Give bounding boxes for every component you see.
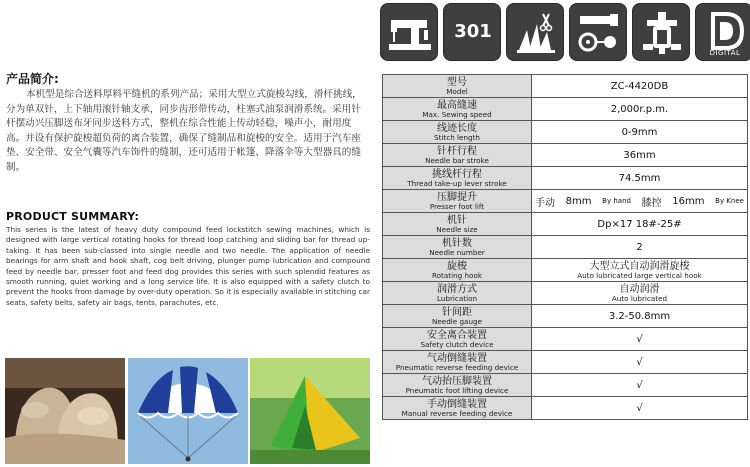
table-row [383,167,748,190]
stitch-type-icon [443,3,501,61]
speed-value: 2,000r.p.m. [532,98,748,121]
en-heading: PRODUCT SUMMARY: [6,210,140,223]
needle-number-value: 2 [532,236,748,259]
digital-icon [695,3,750,61]
gauge-value: 3.2-50.8mm [532,305,748,328]
needle-size-label: 机针 Needle size [383,213,532,236]
lubrication-icon [632,3,690,61]
safety-label: 安全离合装置 Safety clutch device [383,328,532,351]
table-row [383,144,748,167]
en-body: This series is the latest of heavy duty compound feed lockstitch sewing machines, which is designed with large vertical rotating hooks for thread loop catching and sliding bar for thread up-taking. It has been sub-classed into single needle and two needle. The application of needle bearings for arm shaft and hook shaft, cog belt driving, plunger pump lubrication and compound feed by needle bar, presser foot and feed dog provides this series with such splendid features as smooth running, quiet working and a long service life. It is also equipped with a safety clutch to prevent the hooks from damage by over-duty operation. So it is especially available in stitching car seats, safety belts, safety air bags, tents, parachutes, etc. [6,225,370,307]
hand-en: By hand [602,197,631,205]
hook-label: 旋梭 Rotating hook [383,259,532,282]
thread-trimmer-icon [506,3,564,61]
cn-body: 本机型是综合送料厚料平缝机的系列产品；采用大型立式旋梭勾线，滑杆挑线，分为单双针，上下轴用滚针轴支承，同步齿形带传动，柱塞式油泵润滑系统。采用针杆摆动兴压脚送布牙同步送料方式，整机在综合性能上传动轻稳，噪声小，耐用度高。并设有保护旋梭超负荷的离合装置，确保了缝制品和旋梭的安全。适用于汽车座垫、安全带、安全气囊等汽车饰件的缝制，还可适用于帐篷、降落伞等大型器具的缝制。 [6,89,362,173]
pneu-reverse-check: √ [532,351,748,374]
hand-value: 8mm [565,195,592,207]
servo-motor-icon [569,3,627,61]
hook-value: 大型立式自动润滑旋梭 Auto lubricated large vertical hook [532,259,748,282]
safety-check: √ [532,328,748,351]
parachute-photo [128,358,248,464]
table-row [383,236,748,259]
stitch-value: 0-9mm [532,121,748,144]
presser-value [532,190,748,213]
table-row [383,121,748,144]
model-value: ZC-4420DB [532,75,748,98]
speed-label: 最高缝速 Max. Sewing speed [383,98,532,121]
model-label: 型号 Model [383,75,532,98]
pneu-lift-label: 气动抬压脚装置 Pneumatic foot lifting device [383,374,532,397]
pneu-reverse-label: 气动倒缝装置 Pneumatic reverse feeding device [383,351,532,374]
hand-cn: 手动 [535,197,555,209]
tent-photo [250,358,370,464]
needle-bar-value: 36mm [532,144,748,167]
digital-label: DIGITAL [709,49,741,57]
table-row [383,75,748,98]
stitch-number: 301 [454,21,492,42]
table-row [383,98,748,121]
table-row [383,213,748,236]
cn-heading: 产品简介: [6,72,59,86]
needle-bar-label: 针杆行程 Needle bar stroke [383,144,532,167]
car-seat-photo [5,358,125,464]
gauge-label: 针间距 Needle gauge [383,305,532,328]
manual-reverse-check: √ [532,397,748,420]
spec-table [382,74,748,420]
knee-en: By Knee [715,197,744,205]
needle-size-value: Dp×17 18#-25# [532,213,748,236]
stitch-label: 线迹长度 Stitch length [383,121,532,144]
table-row [383,374,748,397]
sewing-machine-icon [380,3,438,61]
presser-label: 压脚提升 Presser foot lift [383,190,532,213]
knee-cn: 膝控 [641,197,662,209]
table-row [383,328,748,351]
table-row [383,282,748,305]
knee-value: 16mm [672,195,705,207]
take-up-label: 挑线杆行程 Thread take-up lever stroke [383,167,532,190]
lubrication-label: 润滑方式 Lubrication [383,282,532,305]
take-up-value: 74.5mm [532,167,748,190]
table-row [383,397,748,420]
pneu-lift-check: √ [532,374,748,397]
needle-number-label: 机针数 Needle number [383,236,532,259]
manual-reverse-label: 手动倒缝装置 Manual reverse feeding device [383,397,532,420]
table-row [383,190,748,213]
table-row [383,259,748,282]
lubrication-value: 自动润滑 Auto lubricated [532,282,748,305]
table-row [383,351,748,374]
table-row [383,305,748,328]
